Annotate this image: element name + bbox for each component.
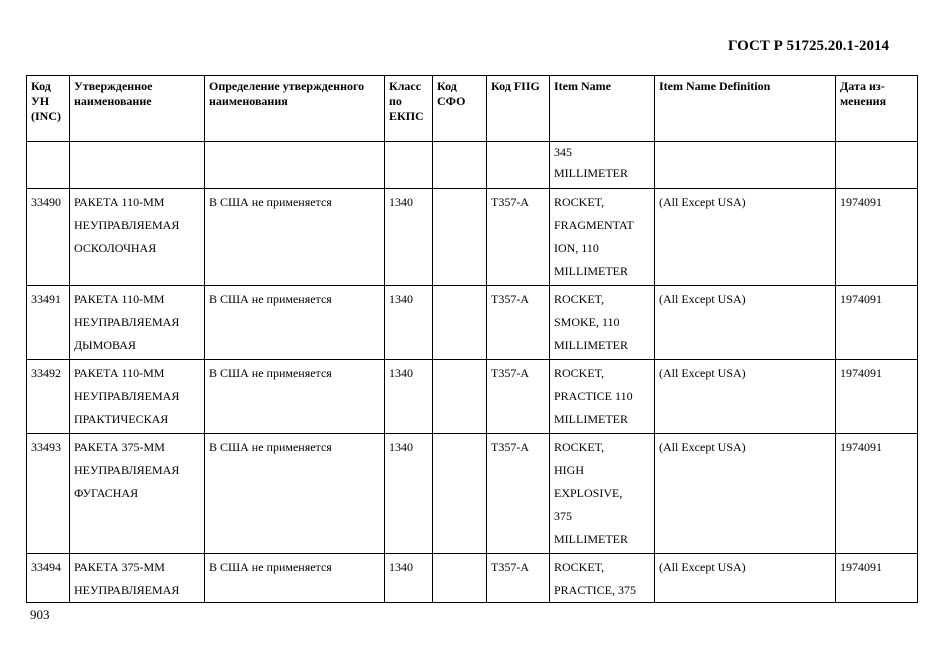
column-header-inc: Код УН (INC): [27, 76, 70, 142]
item-name-line: ROCKET,: [554, 560, 605, 574]
item-name-line: ROCKET,: [554, 440, 605, 454]
cell-item-name-definition: (All Except USA): [655, 360, 836, 434]
cell-class: 1340: [385, 554, 433, 603]
cell-class: 1340: [385, 189, 433, 286]
approved-name-line: НЕУПРАВЛЯЕМАЯ: [74, 463, 180, 477]
item-name-line: SMOKE, 110: [554, 315, 620, 329]
cell-item-name: [550, 142, 655, 189]
approved-name-line: ДЫМОВАЯ: [74, 338, 136, 352]
cell-item-name: [550, 286, 655, 360]
cell-approved-name: [70, 434, 205, 554]
cell-fiig: T357-A: [487, 189, 550, 286]
cell-item-name: [550, 434, 655, 554]
cell-change-date: 1974091: [836, 286, 918, 360]
cell-change-date: 1974091: [836, 360, 918, 434]
cell-fiig: T357-A: [487, 554, 550, 603]
item-name-line: PRACTICE 110: [554, 389, 633, 403]
approved-name-line: РАКЕТА 375-ММ: [74, 560, 165, 574]
item-name-line: ION, 110: [554, 241, 599, 255]
cell-class: [385, 142, 433, 189]
cell-sfo: [433, 189, 487, 286]
cell-fiig: T357-A: [487, 286, 550, 360]
cell-sfo: [433, 286, 487, 360]
approved-name-line: НЕУПРАВЛЯЕМАЯ: [74, 389, 180, 403]
column-header-approved-name: Утвержденное наименование: [70, 76, 205, 142]
catalog-table: [26, 75, 918, 603]
cell-definition: В США не применяется: [205, 189, 385, 286]
cell-inc: 33494: [27, 554, 70, 603]
cell-inc: 33491: [27, 286, 70, 360]
item-name-line: EXPLOSIVE,: [554, 486, 623, 500]
approved-name-line: РАКЕТА 110-ММ: [74, 366, 165, 380]
cell-sfo: [433, 434, 487, 554]
cell-approved-name: [70, 554, 205, 603]
cell-item-name-definition: (All Except USA): [655, 434, 836, 554]
cell-sfo: [433, 142, 487, 189]
approved-name-line: ФУГАСНАЯ: [74, 486, 139, 500]
item-name-line: MILLIMETER: [554, 532, 628, 546]
approved-name-line: НЕУПРАВЛЯЕМАЯ: [74, 218, 180, 232]
column-header-item-name-definition: Item Name Definition: [655, 76, 836, 142]
cell-class: 1340: [385, 360, 433, 434]
item-name-line: MILLIMETER: [554, 264, 628, 278]
approved-name-line: РАКЕТА 110-ММ: [74, 195, 165, 209]
table-row: [27, 434, 918, 554]
column-header-fiig: Код FIIG: [487, 76, 550, 142]
approved-name-line: РАКЕТА 375-ММ: [74, 440, 165, 454]
page-number: 903: [30, 607, 50, 622]
approved-name-line: НЕУПРАВЛЯЕМАЯ: [74, 315, 180, 329]
item-name-line: ROCKET,: [554, 195, 605, 209]
cell-definition: В США не применяется: [205, 434, 385, 554]
table-header-row: [27, 76, 918, 142]
cell-definition: В США не применяется: [205, 286, 385, 360]
item-name-line: MILLIMETER: [554, 412, 628, 426]
cell-inc: 33493: [27, 434, 70, 554]
table-row: [27, 360, 918, 434]
cell-change-date: 1974091: [836, 189, 918, 286]
cell-inc: 33490: [27, 189, 70, 286]
cell-sfo: [433, 554, 487, 603]
cell-definition: [205, 142, 385, 189]
item-name-line: MILLIMETER: [554, 338, 628, 352]
approved-name-line: НЕУПРАВЛЯЕМАЯ: [74, 583, 180, 597]
cell-inc: [27, 142, 70, 189]
cell-inc: 33492: [27, 360, 70, 434]
cell-change-date: 1974091: [836, 434, 918, 554]
cell-approved-name: [70, 142, 205, 189]
approved-name-line: ОСКОЛОЧНАЯ: [74, 241, 157, 255]
cell-sfo: [433, 360, 487, 434]
cell-fiig: T357-A: [487, 360, 550, 434]
cell-item-name: [550, 554, 655, 603]
cell-class: 1340: [385, 434, 433, 554]
approved-name-line: ПРАКТИЧЕСКАЯ: [74, 412, 169, 426]
cell-approved-name: [70, 360, 205, 434]
item-name-line: FRAGMENTAT: [554, 218, 634, 232]
cell-item-name: [550, 189, 655, 286]
item-name-line: MILLIMETER: [554, 166, 628, 180]
cell-item-name: [550, 360, 655, 434]
cell-item-name-definition: (All Except USA): [655, 286, 836, 360]
column-header-change-date: Дата из-менения: [836, 76, 918, 142]
cell-fiig: T357-A: [487, 434, 550, 554]
table-row: [27, 554, 918, 603]
item-name-line: ROCKET,: [554, 292, 605, 306]
column-header-item-name: Item Name: [550, 76, 655, 142]
item-name-line: HIGH: [554, 463, 584, 477]
column-header-sfo: Код СФО: [433, 76, 487, 142]
item-name-line: 375: [554, 509, 572, 523]
cell-definition: В США не применяется: [205, 360, 385, 434]
cell-approved-name: [70, 189, 205, 286]
approved-name-line: РАКЕТА 110-ММ: [74, 292, 165, 306]
item-name-line: PRACTICE, 375: [554, 583, 637, 597]
item-name-line: 345: [554, 145, 572, 159]
cell-change-date: [836, 142, 918, 189]
column-header-class: Класс по ЕКПС: [385, 76, 433, 142]
cell-item-name-definition: (All Except USA): [655, 189, 836, 286]
cell-definition: В США не применяется: [205, 554, 385, 603]
table-row: [27, 142, 918, 189]
table-row: [27, 286, 918, 360]
cell-item-name-definition: [655, 142, 836, 189]
cell-class: 1340: [385, 286, 433, 360]
column-header-definition: Определение утвержденного наименования: [205, 76, 385, 142]
document-standard-header: ГОСТ Р 51725.20.1-2014: [727, 38, 889, 54]
item-name-line: ROCKET,: [554, 366, 605, 380]
cell-approved-name: [70, 286, 205, 360]
cell-item-name-definition: (All Except USA): [655, 554, 836, 603]
cell-change-date: 1974091: [836, 554, 918, 603]
cell-fiig: [487, 142, 550, 189]
table-row: [27, 189, 918, 286]
